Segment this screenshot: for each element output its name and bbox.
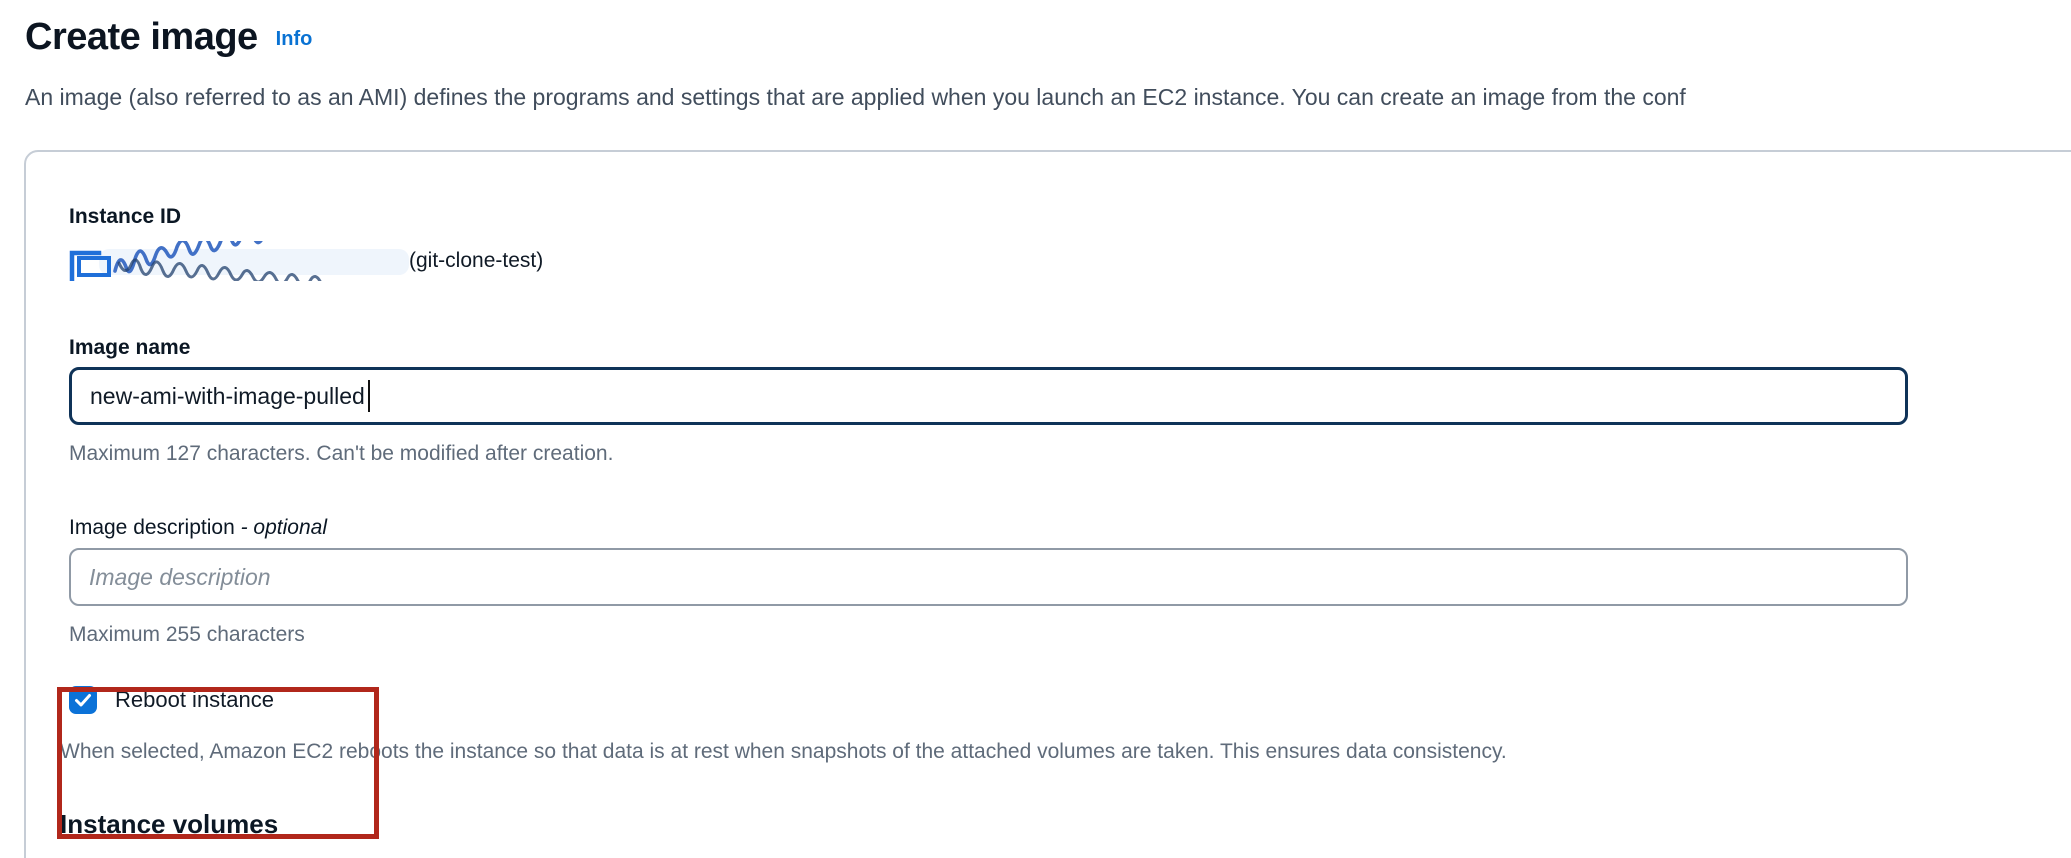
page-title: Create image	[25, 16, 258, 58]
instance-name-suffix: (git-clone-test)	[409, 249, 544, 272]
info-link[interactable]: Info	[275, 28, 313, 50]
reboot-checkbox-row[interactable]	[69, 686, 274, 714]
checkmark-icon	[73, 690, 93, 710]
instance-id-row	[69, 240, 2071, 282]
reboot-description: When selected, Amazon EC2 reboots the instance so that data is at rest when snapshots of the attached volumes are taken. This ensures data consistency.	[60, 740, 1507, 763]
image-description-placeholder: Image description	[89, 563, 271, 590]
image-name-input[interactable]	[69, 367, 1908, 425]
image-description-input[interactable]	[69, 548, 1908, 606]
image-description-constraint: Maximum 255 characters	[69, 623, 305, 646]
image-name-label: Image name	[69, 336, 191, 359]
create-image-panel	[24, 150, 2071, 858]
reboot-checkbox[interactable]	[69, 686, 97, 714]
instance-volumes-heading: Instance volumes	[60, 809, 279, 839]
text-caret	[368, 380, 370, 412]
page-description: An image (also referred to as an AMI) defines the programs and settings that are applied when you launch an EC2 instance. You can create an image from the conf	[25, 84, 1686, 110]
image-name-constraint: Maximum 127 characters. Can't be modified after creation.	[69, 442, 614, 465]
optional-suffix: - optional	[240, 516, 327, 539]
image-name-value: new-ami-with-image-pulled	[90, 382, 365, 409]
image-description-label: Image description - optional	[69, 516, 327, 539]
instance-id-label: Instance ID	[69, 205, 182, 228]
reboot-section	[60, 686, 2071, 765]
reboot-label: Reboot instance	[115, 687, 274, 712]
redacted-instance-id-scribble	[69, 241, 415, 281]
